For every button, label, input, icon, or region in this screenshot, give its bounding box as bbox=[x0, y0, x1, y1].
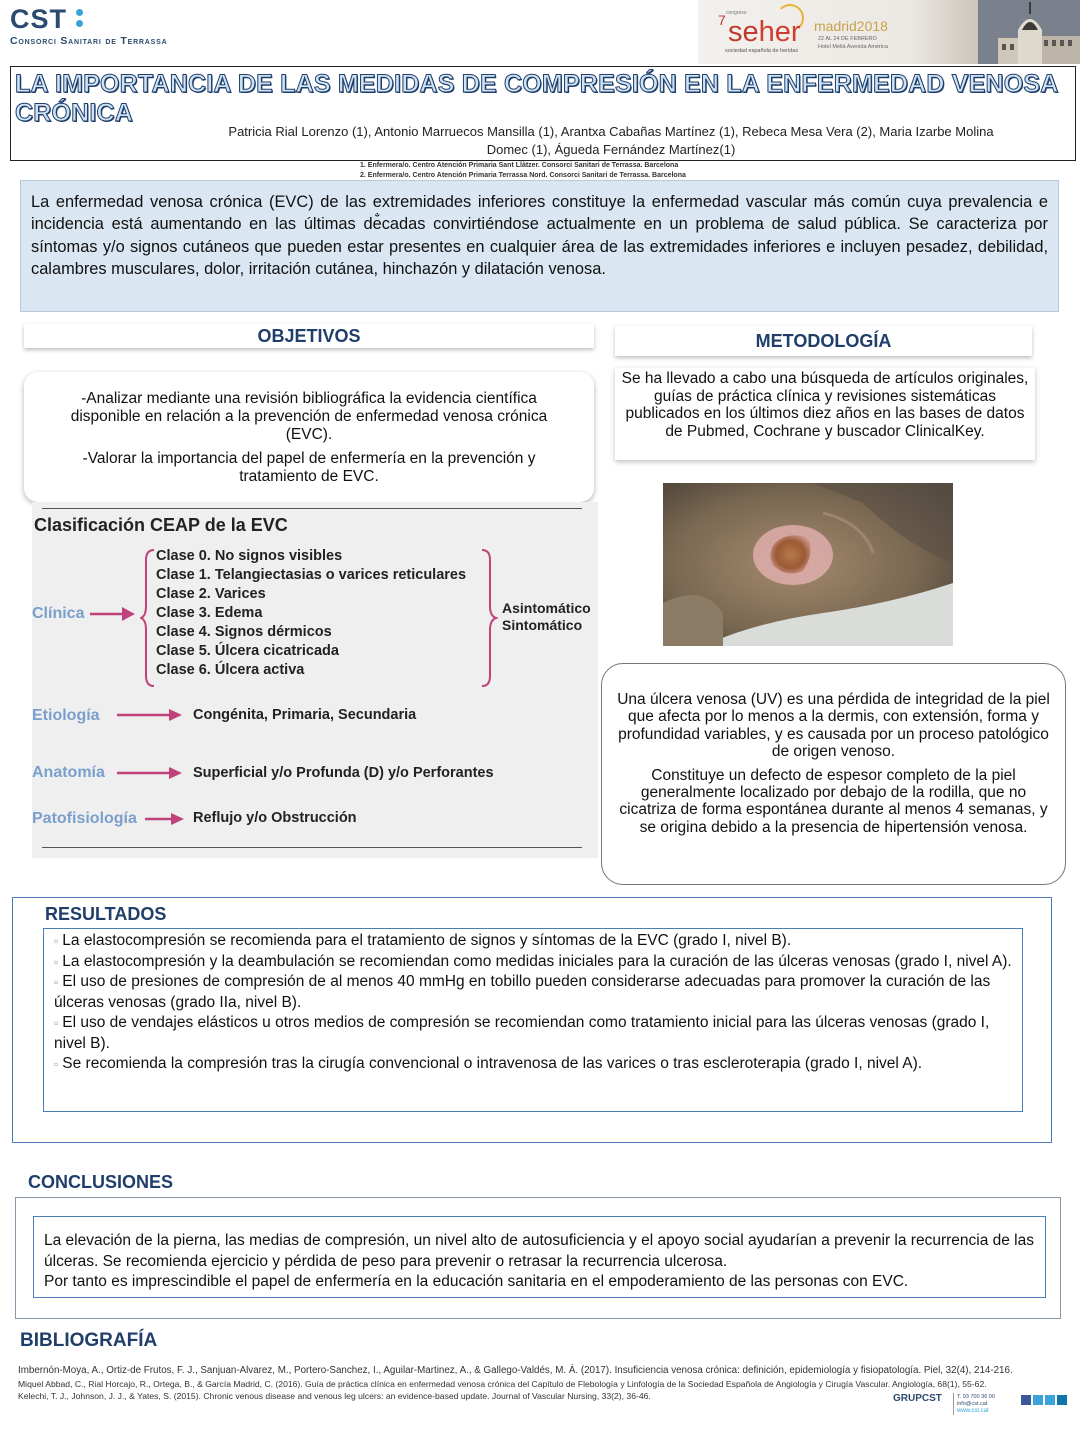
bullet-icon: ▫ bbox=[54, 1016, 59, 1030]
bullet-icon: ▫ bbox=[54, 934, 59, 948]
bibliography-ref-1: Imbernón-Moya, A., Ortiz-de Frutos, F. J., Sanjuan-Alvarez, M., Portero-Sanchez, I., Aguilar-Martinez, A., & Gallego-Valdés, M. Á. (2017). Insuficiencia venosa crónica: definición, epidemiología y fisiopatología. Piel, 32(4), 214-216. bbox=[18, 1365, 1013, 1376]
metropolis-building-icon bbox=[978, 0, 1080, 64]
ulcera-paragraph-1: Una úlcera venosa (UV) es una pérdida de integridad de la piel que afecta por lo menos a la dermis, con extensión, forma y profundidad variables, y es causada por un proceso patológico de origen venoso. bbox=[617, 691, 1050, 761]
affiliation-2: 2. Enfermera/o. Centro Atención Primaria Terrassa Nord. Consorci Sanitari de Terrassa. Barcelona bbox=[360, 172, 686, 179]
resultado-item: ▫ La elastocompresión y la deambulación se recomiendan como medidas iniciales para la curación de las úlceras venosas (grado I, nivel A). bbox=[54, 952, 1012, 970]
ceap-title: Clasificación CEAP de la EVC bbox=[34, 515, 288, 535]
anatomia-arrow-icon bbox=[117, 765, 183, 781]
cst-logo-subtitle: Consorci Sanitari de Terrassa bbox=[10, 35, 168, 47]
ceap-anatomia-text: Superficial y/o Profunda (D) y/o Perforantes bbox=[193, 765, 494, 781]
resultados-heading: RESULTADOS bbox=[45, 904, 167, 924]
footer-divider bbox=[953, 1393, 954, 1415]
venous-ulcer-photo bbox=[663, 483, 953, 646]
ceap-rule-bottom bbox=[42, 847, 582, 848]
objetivos-heading: OBJETIVOS bbox=[24, 324, 594, 348]
twitter-icon[interactable] bbox=[1033, 1395, 1043, 1405]
resultados-section bbox=[12, 897, 1052, 1143]
conclusiones-text bbox=[33, 1216, 1046, 1298]
bullet-icon: ▫ bbox=[54, 954, 59, 969]
ceap-clase-2: Clase 2. Varices bbox=[156, 586, 266, 602]
grupcst-footer-logo bbox=[893, 1391, 1073, 1419]
intro-paragraph: La enfermedad venosa crónica (EVC) de las extremidades inferiores constituye la enfermedad vascular más común cuya prevalencia e incidencia está aumentando en las últimas de̐cadas convirtiéndose actualmente en un problema de salud pública. Se caracteriza por síntomas y/o signos cutáneos que pueden estar presentes en cualquier área de las extremidades inferiores e incluyen pesadez, debilidad, calambres musculares, dolor, irritación cutánea, hinchazón y dilatación venosa. bbox=[20, 180, 1059, 312]
ceap-clase-1: Clase 1. Telangiectasias o varices reticulares bbox=[156, 567, 467, 583]
ceap-clinica-label: Clínica bbox=[32, 605, 85, 622]
ceap-clase-6: Clase 6. Úlcera activa bbox=[156, 662, 305, 678]
ceap-etiologia-label: Etiología bbox=[32, 707, 100, 724]
footer-web: www.cst.cat bbox=[957, 1408, 989, 1414]
congress-city-year: madrid2018 bbox=[814, 18, 888, 34]
bullet-icon: ▫ bbox=[54, 1057, 59, 1071]
conclusiones-section bbox=[15, 1197, 1061, 1319]
clinica-arrow-icon bbox=[90, 602, 136, 626]
congress-banner bbox=[698, 0, 1080, 64]
metodologia-heading: METODOLOGÍA bbox=[615, 326, 1032, 356]
resultado-item: ▫ La elastocompresión se recomienda para el tratamiento de signos y síntomas de la EVC (grado I, nivel B). bbox=[54, 932, 792, 949]
ulcera-venosa-box bbox=[601, 663, 1066, 885]
resultado-item: ▫ El uso de presiones de compresión de al menos 40 mmHg en tobillo pueden considerarse adecuadas para promover la curación de las úlceras venosas (grado IIa, nivel B). bbox=[54, 973, 991, 1011]
ceap-classification-figure bbox=[32, 502, 598, 858]
congress-small-label: congreso bbox=[726, 10, 747, 16]
objetivo-item: -Valorar la importancia del papel de enfermería en la prevención y tratamiento de EVC. bbox=[82, 450, 536, 485]
objetivo-item: -Analizar mediante una revisión bibliográfica la evidencia científica disponible en relación a la prevención de enfermedad venosa crónica (EVC). bbox=[70, 390, 548, 443]
ceap-asintomatico: Asintomático bbox=[502, 600, 591, 616]
ceap-etiologia-text: Congénita, Primaria, Secundaria bbox=[193, 707, 417, 723]
bibliography-ref-3: Kelechi, T. J., Johnson, J. J., & Yates, S. (2015). Chronic venous disease and venous leg ulcers: an evidence-based update. Journal of Vascular Nursing, 33(2), 36-46. bbox=[18, 1391, 651, 1401]
congress-venue: Hotel Meliá Avenida América bbox=[818, 44, 888, 50]
cst-logo-dots bbox=[76, 8, 90, 32]
bullet-icon: ▫ bbox=[54, 975, 59, 989]
bibliography-ref-2: Miquel Abbad, C., Rial Horcajo, R., Ortega, B., & García Madrid, C. (2016). Guía de práctica clínica en enfermedad venosa crónica del Capítulo de Flebología y Linfología de la Sociedad Española de Angiología y Cirugía Vascular. Angiología, 68(1), 55-62. bbox=[18, 1379, 987, 1389]
title-box bbox=[10, 66, 1076, 161]
resultado-item: ▫ El uso de vendajes elásticos u otros medios de compresión se recomiendan como tratamiento inicial para las úlceras venosas (grado I, nivel B). bbox=[54, 1014, 990, 1052]
ceap-clase-5: Clase 5. Úlcera cicatricada bbox=[156, 643, 339, 659]
bibliografia-heading: BIBLIOGRAFÍA bbox=[20, 1330, 158, 1351]
authors bbox=[151, 123, 1071, 159]
objetivos-box bbox=[24, 372, 594, 502]
cst-logo bbox=[10, 4, 220, 52]
footer-phone: T. 93 700 36 00 bbox=[957, 1394, 995, 1400]
clinica-left-brace-icon bbox=[140, 548, 156, 688]
affiliation-1: 1. Enfermera/o. Centro Atención Primaria Sant Llàtzer. Consorci Sanitari de Terrassa. Barcelona bbox=[360, 162, 679, 169]
ceap-clase-3: Clase 3. Edema bbox=[156, 605, 263, 621]
congress-society: sociedad española de heridas bbox=[725, 48, 799, 54]
poster-title: LA IMPORTANCIA DE LAS MEDIDAS DE COMPRESIÓN EN LA ENFERMEDAD VENOSA CRÓNICA bbox=[15, 70, 1058, 127]
congress-dates: 22 AL 24 DE FEBRERO bbox=[818, 36, 877, 42]
instagram-icon[interactable] bbox=[1045, 1395, 1055, 1405]
footer-brand: GRUPCST bbox=[893, 1393, 942, 1404]
ceap-patofisiologia-label: Patofisiología bbox=[32, 810, 137, 827]
etiologia-arrow-icon bbox=[117, 707, 183, 723]
authors-line-2: Domec (1), Águeda Fernández Martínez(1) bbox=[486, 142, 736, 157]
congress-name: seher bbox=[728, 16, 801, 48]
resultado-item: ▫ Se recomienda la compresión tras la cirugía convencional o intravenosa de las varices o tras escleroterapia (grado I, nivel A). bbox=[54, 1055, 923, 1072]
ulcera-paragraph-2: Constituye un defecto de espesor completo de la piel generalmente localizado por debajo de la rodilla, que no cicatriza de forma espontánea durante al menos 4 semanas, y se origina debido a la presencia de hipertensión venosa. bbox=[619, 766, 1048, 836]
ceap-clase-4: Clase 4. Signos dérmicos bbox=[156, 624, 332, 640]
metodologia-text: Se ha llevado a cabo una búsqueda de artículos originales, guías de práctica clínica y revisiones sistemáticas publicados en los últimos diez años en las bases de datos de Pubmed, Cochrane y buscador ClinicalKey. bbox=[615, 368, 1035, 460]
ceap-clase-0: Clase 0. No signos visibles bbox=[156, 548, 343, 564]
footer-email: info@cst.cat bbox=[957, 1401, 988, 1407]
conclusiones-paragraph-1: La elevación de la pierna, las medias de compresión, un nivel alto de autosuficiencia y el apoyo social ayudarían a prevenir la recurrencia de las úlceras. Se recomienda ejercicio y pérdida de peso para prevenir o retrasar la recurrencia ulcerosa. bbox=[44, 1232, 1034, 1270]
congress-number: 7 bbox=[718, 12, 726, 28]
linkedin-icon[interactable] bbox=[1057, 1395, 1067, 1405]
ceap-anatomia-label: Anatomía bbox=[32, 764, 105, 781]
facebook-icon[interactable] bbox=[1021, 1395, 1031, 1405]
cst-logo-word: CST bbox=[10, 4, 67, 34]
conclusiones-paragraph-2: Por tanto es imprescindible el papel de enfermería en la educación sanitaria en el empoderamiento de las personas con EVC. bbox=[44, 1273, 909, 1290]
resultados-list bbox=[43, 928, 1023, 1112]
ceap-sintomatico: Sintomático bbox=[502, 617, 583, 633]
authors-line-1: Patricia Rial Lorenzo (1), Antonio Marruecos Mansilla (1), Arantxa Cabañas Martínez (1), Rebeca Mesa Vera (2), Maria Izarbe Molina bbox=[228, 124, 994, 139]
ceap-patofisiologia-text: Reflujo y/o Obstrucción bbox=[193, 810, 357, 826]
patofisiologia-arrow-icon bbox=[145, 811, 185, 827]
clinica-right-brace-icon bbox=[480, 548, 498, 688]
conclusiones-heading: CONCLUSIONES bbox=[28, 1172, 174, 1192]
ceap-rule-top bbox=[42, 508, 582, 509]
